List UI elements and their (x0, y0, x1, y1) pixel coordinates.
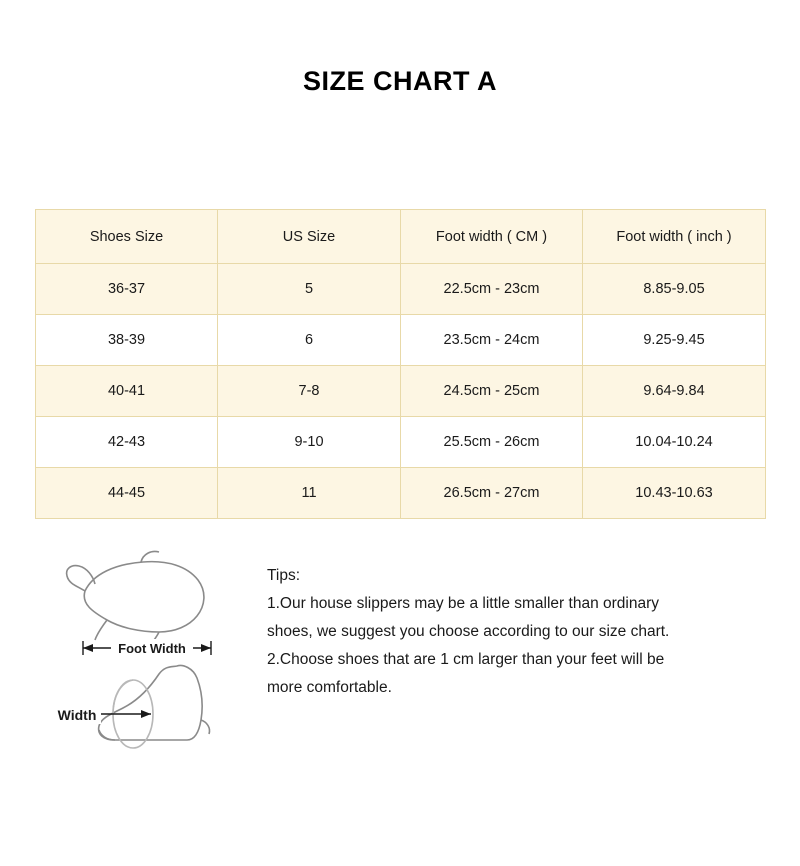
cell-shoes-size: 36-37 (36, 264, 218, 315)
table-row (36, 315, 766, 366)
cell-us-size: 11 (218, 468, 401, 519)
cell-us-size: 5 (218, 264, 401, 315)
foot-width-label: Foot Width (118, 641, 186, 656)
foot-measurement-diagrams (55, 536, 255, 766)
column-header-us-size: US Size (218, 210, 401, 264)
foot-top-view-icon (67, 551, 204, 646)
cell-us-size: 6 (218, 315, 401, 366)
cell-foot-width-inch: 10.04-10.24 (583, 417, 766, 468)
page-title: SIZE CHART A (303, 66, 497, 96)
cell-us-size: 9-10 (218, 417, 401, 468)
foot-diagram-svg (55, 536, 265, 766)
size-chart-page (0, 66, 800, 866)
size-table (35, 209, 766, 519)
cell-foot-width-cm: 23.5cm - 24cm (401, 315, 583, 366)
cell-foot-width-inch: 10.43-10.63 (583, 468, 766, 519)
column-header-shoes-size: Shoes Size (36, 210, 218, 264)
table-body (36, 264, 766, 519)
cell-foot-width-inch: 9.25-9.45 (583, 315, 766, 366)
cell-shoes-size: 40-41 (36, 366, 218, 417)
cell-shoes-size: 44-45 (36, 468, 218, 519)
cell-foot-width-cm: 24.5cm - 25cm (401, 366, 583, 417)
table-row (36, 264, 766, 315)
table-header (36, 210, 766, 264)
tips-line-3: 2.Choose shoes that are 1 cm larger than your feet will be (267, 651, 665, 668)
foot-side-view-icon (99, 666, 210, 749)
tips-line-1: 1.Our house slippers may be a little smaller than ordinary (267, 595, 659, 612)
cell-foot-width-cm: 22.5cm - 23cm (401, 264, 583, 315)
cell-foot-width-cm: 25.5cm - 26cm (401, 417, 583, 468)
size-table-container (35, 209, 765, 519)
tips-line-4: more comfortable. (267, 679, 392, 696)
cell-foot-width-cm: 26.5cm - 27cm (401, 468, 583, 519)
table-header-row (36, 210, 766, 264)
cell-shoes-size: 42-43 (36, 417, 218, 468)
cell-foot-width-inch: 9.64-9.84 (583, 366, 766, 417)
column-header-foot-width-inch: Foot width ( inch ) (583, 210, 766, 264)
table-row (36, 417, 766, 468)
width-label: Width (57, 707, 97, 723)
table-row (36, 468, 766, 519)
tips-block (267, 562, 767, 702)
table-row (36, 366, 766, 417)
column-header-foot-width-cm: Foot width ( CM ) (401, 210, 583, 264)
cell-shoes-size: 38-39 (36, 315, 218, 366)
tips-line-2: shoes, we suggest you choose according to our size chart. (267, 623, 670, 640)
cell-foot-width-inch: 8.85-9.05 (583, 264, 766, 315)
tips-heading: Tips: (267, 567, 301, 584)
cell-us-size: 7-8 (218, 366, 401, 417)
